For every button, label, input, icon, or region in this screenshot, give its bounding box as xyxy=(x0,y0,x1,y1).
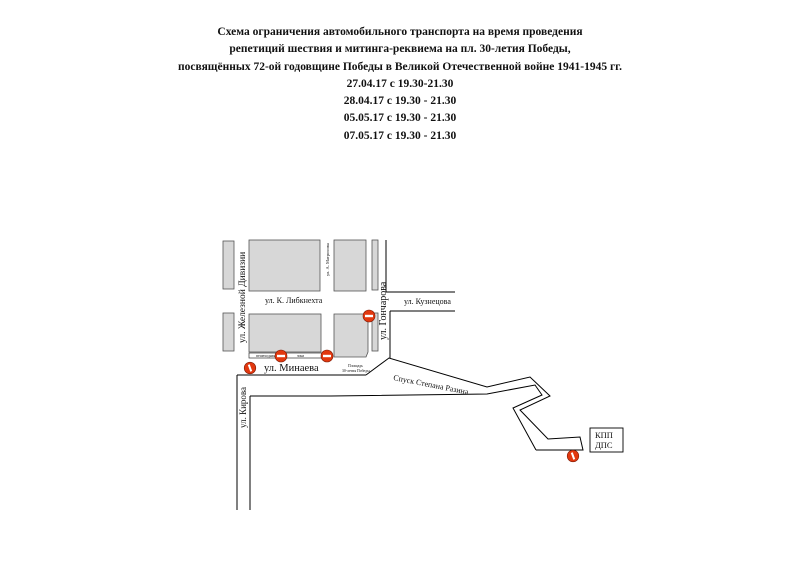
checkpoint-box xyxy=(590,428,623,452)
square-label-line-2: 30-летия Победы xyxy=(342,369,370,373)
block-north xyxy=(249,240,320,291)
pedestrian-strip xyxy=(249,353,331,358)
street-label-kirova: ул. Кирова xyxy=(238,386,248,428)
checkpoint-line-2: ДПС xyxy=(595,440,613,450)
street-label-spusk-razina: Спуск Степана Разина xyxy=(392,373,470,397)
date-line-1: 27.04.17 с 19.30-21.30 xyxy=(346,77,454,90)
block-south xyxy=(249,314,321,352)
street-label-zheleznoy-divizii: ул. Железной Дивизии xyxy=(238,251,248,343)
warning-sign-icon xyxy=(567,450,579,462)
no-entry-sign-icon xyxy=(275,350,287,362)
warning-sign-icon xyxy=(244,362,256,374)
street-label-goncharova: ул. Гончарова xyxy=(378,281,389,340)
square-label-line-1: Площадь xyxy=(348,364,363,368)
strip-text-1: пешеходная xyxy=(256,354,276,359)
street-label-a-matrosova: ул. А. Матросова xyxy=(325,243,330,276)
block-left-top xyxy=(223,241,234,289)
title-line-2: репетиций шествия и митинга-реквиема на пл. 30-летия Победы, xyxy=(229,43,571,56)
date-line-3: 05.05.17 с 19.30 - 21.30 xyxy=(343,112,457,125)
spusk-road-south-edge xyxy=(331,385,542,450)
street-label-kuznetsova: ул. Кузнецова xyxy=(404,297,451,306)
block-square xyxy=(334,314,368,357)
spusk-road-north-edge xyxy=(366,358,583,450)
no-entry-sign-icon xyxy=(363,310,375,322)
block-left-bottom xyxy=(223,313,234,351)
date-line-4: 07.05.17 с 19.30 - 21.30 xyxy=(343,129,457,142)
no-entry-sign-icon xyxy=(321,350,333,362)
street-label-k-libknekhta: ул. К. Либкнехта xyxy=(265,296,323,305)
strip-text-2: зона xyxy=(297,354,305,359)
street-label-minaeva: ул. Минаева xyxy=(264,363,319,374)
date-line-2: 28.04.17 с 19.30 - 21.30 xyxy=(343,95,457,108)
title-line-3: посвящённых 72-ой годовщине Победы в Великой Отечественной войне 1941-1945 гг. xyxy=(178,60,622,73)
title-line-1: Схема ограничения автомобильного транспорта на время проведения xyxy=(217,26,583,38)
checkpoint-line-1: КПП xyxy=(595,430,613,440)
block-north-east xyxy=(334,240,366,291)
